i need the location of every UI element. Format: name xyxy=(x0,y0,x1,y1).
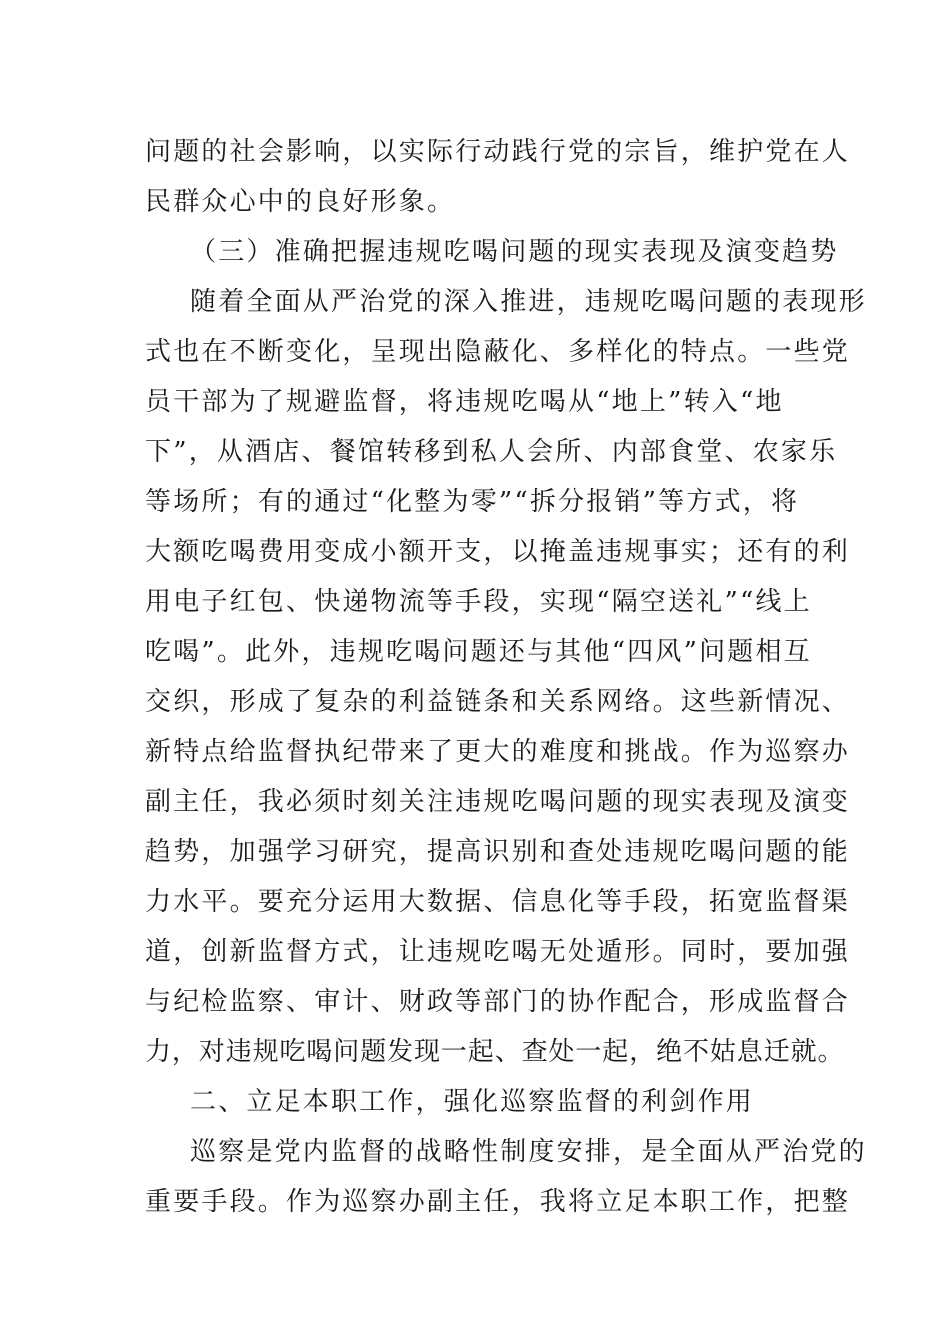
paragraph-first-line: 随着全面从严治党的深入推进，违规吃喝问题的表现形 xyxy=(190,287,867,317)
text-line: 力，对违规吃喝问题发现一起、查处一起，绝不姑息迁就。 xyxy=(145,1037,845,1067)
text-line: 新特点给监督执纪带来了更大的难度和挑战。作为巡察办 xyxy=(145,737,851,767)
text-line: 用电子红包、快递物流等手段，实现“隔空送礼”“线上 xyxy=(145,587,812,617)
section-heading: （三）准确把握违规吃喝问题的现实表现及演变趋势 xyxy=(190,237,839,267)
text-line: 重要手段。作为巡察办副主任，我将立足本职工作，把整 xyxy=(145,1187,851,1217)
section-heading: 二、立足本职工作，强化巡察监督的利剑作用 xyxy=(190,1087,755,1117)
text-line: 下”，从酒店、餐馆转移到私人会所、内部食堂、农家乐 xyxy=(145,437,838,467)
text-line: 员干部为了规避监督，将违规吃喝从“地上”转入“地 xyxy=(145,387,784,417)
text-line: 民群众心中的良好形象。 xyxy=(145,187,456,217)
text-line: 副主任，我必须时刻关注违规吃喝问题的现实表现及演变 xyxy=(145,787,851,817)
text-line: 交织，形成了复杂的利益链条和关系网络。这些新情况、 xyxy=(145,687,851,717)
paragraph-first-line: 巡察是党内监督的战略性制度安排，是全面从严治党的 xyxy=(190,1137,867,1167)
text-line: 与纪检监察、审计、财政等部门的协作配合，形成监督合 xyxy=(145,987,851,1017)
text-line: 力水平。要充分运用大数据、信息化等手段，拓宽监督渠 xyxy=(145,887,851,917)
text-line: 大额吃喝费用变成小额开支，以掩盖违规事实；还有的利 xyxy=(145,537,851,567)
text-line: 吃喝”。此外，违规吃喝问题还与其他“四风”问题相互 xyxy=(145,637,812,667)
text-line: 道，创新监督方式，让违规吃喝无处遁形。同时，要加强 xyxy=(145,937,851,967)
text-line: 式也在不断变化，呈现出隐蔽化、多样化的特点。一些党 xyxy=(145,337,851,367)
text-line: 问题的社会影响，以实际行动践行党的宗旨，维护党在人 xyxy=(145,137,851,167)
text-line: 等场所；有的通过“化整为零”“拆分报销”等方式，将 xyxy=(145,487,800,517)
text-line: 趋势，加强学习研究，提高识别和查处违规吃喝问题的能 xyxy=(145,837,851,867)
